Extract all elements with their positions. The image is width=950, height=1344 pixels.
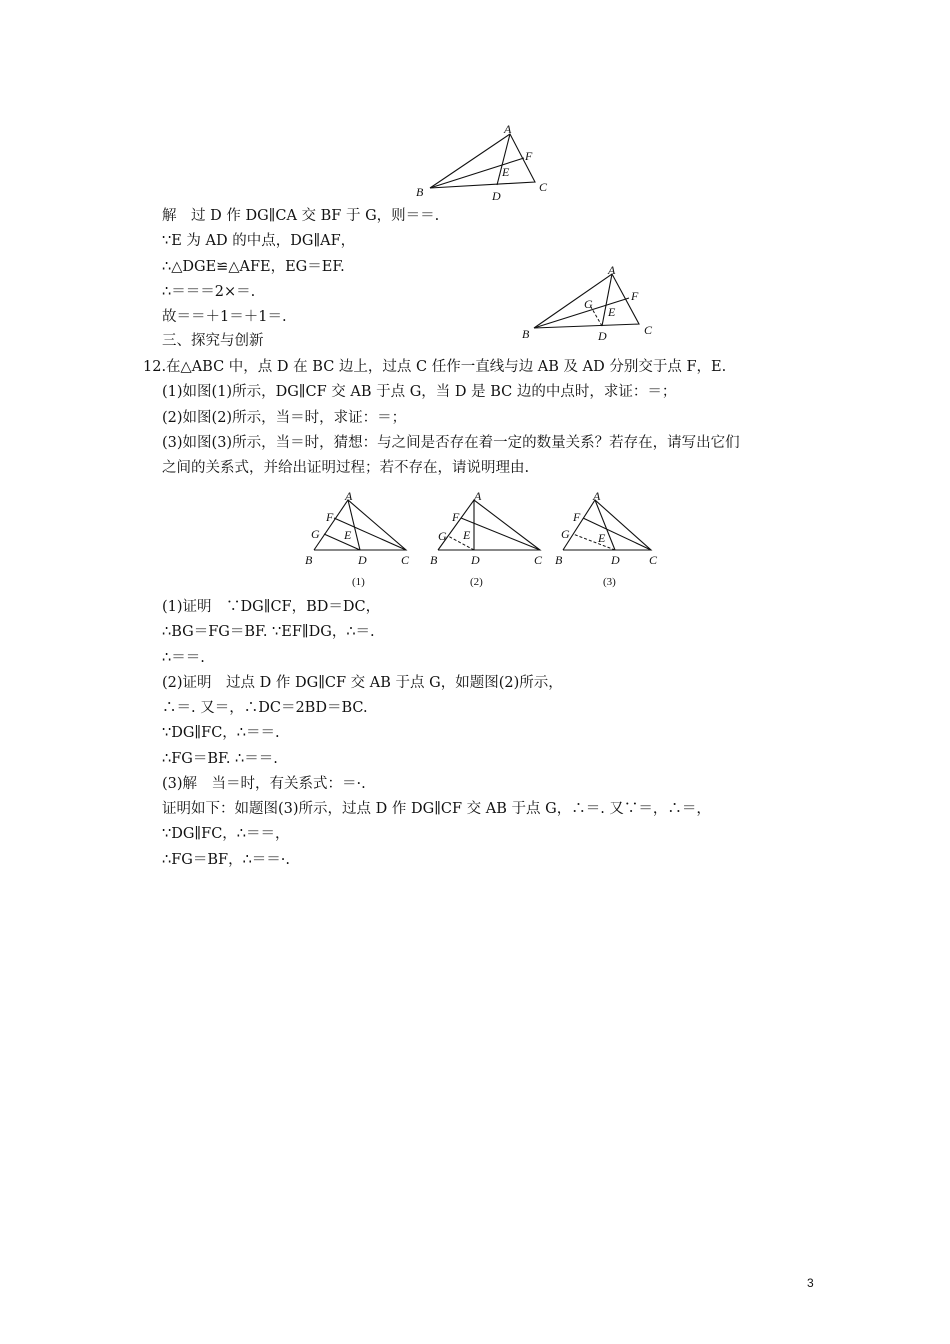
label-e: E xyxy=(598,531,606,545)
label-g: G xyxy=(438,529,447,543)
label-a: A xyxy=(504,122,512,136)
label-e: E xyxy=(608,305,616,319)
question-12-stem: 12.在△ABC 中，点 D 在 BC 边上，过点 C 任作一直线与边 AB 及 AD 分别交于点 F，E. xyxy=(143,359,727,375)
solution-line-3: ∴△DGE≌△AFE，EG＝EF. xyxy=(162,259,345,275)
section-heading: 三、探究与创新 xyxy=(162,333,264,349)
label-e: E xyxy=(463,528,471,542)
proof-2-line-3: ∵DG∥FC，∴＝＝. xyxy=(162,725,280,741)
label-d: D xyxy=(492,189,501,202)
label-c: C xyxy=(649,553,658,567)
proof-1-line-3: ∴＝＝. xyxy=(162,650,205,666)
proof-2-line-2: ∴＝. 又＝，∴DC＝2BD＝BC. xyxy=(162,700,368,716)
question-12-part-1: (1)如图(1)所示，DG∥CF 交 AB 于点 G，当 D 是 BC 边的中点时，求证：＝； xyxy=(162,384,677,400)
label-f: F xyxy=(573,510,581,524)
page-number: 3 xyxy=(807,1276,814,1290)
question-12-part-2: (2)如图(2)所示，当＝时，求证：＝； xyxy=(162,410,407,426)
label-b: B xyxy=(305,553,313,567)
proof-3-line-1: (3)解 当＝时，有关系式：＝·. xyxy=(162,776,366,792)
figure-1 xyxy=(302,488,420,590)
label-f: F xyxy=(631,289,639,303)
label-g: G xyxy=(584,297,593,311)
label-e: E xyxy=(502,165,510,179)
figure-triangle-solution xyxy=(516,262,661,344)
proof-2-line-1: (2)证明 过点 D 作 DG∥CF 交 AB 于点 G，如题图(2)所示， xyxy=(162,675,563,691)
label-a: A xyxy=(593,489,601,503)
label-f: F xyxy=(452,510,460,524)
label-f: F xyxy=(525,149,533,163)
label-e: E xyxy=(344,528,352,542)
label-a: A xyxy=(608,263,616,277)
solution-line-2: ∵E 为 AD 的中点，DG∥AF， xyxy=(162,233,356,249)
question-12-part-3a: (3)如图(3)所示，当＝时，猜想：与之间是否存在着一定的数量关系？若存在，请写出它们 xyxy=(162,435,740,451)
solution-line-5: 故＝＝＋1＝＋1＝. xyxy=(162,309,287,325)
label-g: G xyxy=(561,527,570,541)
label-b: B xyxy=(416,185,424,199)
caption-3: (3) xyxy=(603,576,616,588)
label-d: D xyxy=(471,553,480,567)
figure-2 xyxy=(428,488,550,590)
solution-line-4: ∴＝＝＝2×＝. xyxy=(162,284,256,300)
label-d: D xyxy=(358,553,367,567)
label-b: B xyxy=(430,553,438,567)
proof-1-line-2: ∴BG＝FG＝BF. ∵EF∥DG，∴＝. xyxy=(162,624,375,640)
label-d: D xyxy=(611,553,620,567)
label-c: C xyxy=(401,553,410,567)
label-f: F xyxy=(326,510,334,524)
question-12-part-3b: 之间的关系式，并给出证明过程；若不存在，请说明理由. xyxy=(162,460,530,476)
label-c: C xyxy=(539,180,548,194)
label-d: D xyxy=(598,329,607,343)
caption-1: (1) xyxy=(352,576,365,588)
proof-2-line-4: ∴FG＝BF. ∴＝＝. xyxy=(162,751,278,767)
figure-triangle-top xyxy=(412,120,557,202)
proof-3-line-3: ∵DG∥FC，∴＝＝， xyxy=(162,826,290,842)
caption-2: (2) xyxy=(470,576,483,588)
label-a: A xyxy=(345,489,353,503)
label-a: A xyxy=(474,489,482,503)
label-c: C xyxy=(644,323,653,337)
label-g: G xyxy=(311,527,320,541)
label-b: B xyxy=(555,553,563,567)
solution-line-1: 解 过 D 作 DG∥CA 交 BF 于 G，则＝＝. xyxy=(162,208,440,224)
label-c: C xyxy=(534,553,543,567)
proof-3-line-4: ∴FG＝BF，∴＝＝·. xyxy=(162,852,291,868)
figure-3 xyxy=(553,488,668,590)
proof-3-line-2: 证明如下：如题图(3)所示，过点 D 作 DG∥CF 交 AB 于点 G，∴＝. 又∵＝，∴＝， xyxy=(162,801,711,817)
label-b: B xyxy=(522,327,530,341)
proof-1-line-1: (1)证明 ∵DG∥CF，BD＝DC， xyxy=(162,599,381,615)
